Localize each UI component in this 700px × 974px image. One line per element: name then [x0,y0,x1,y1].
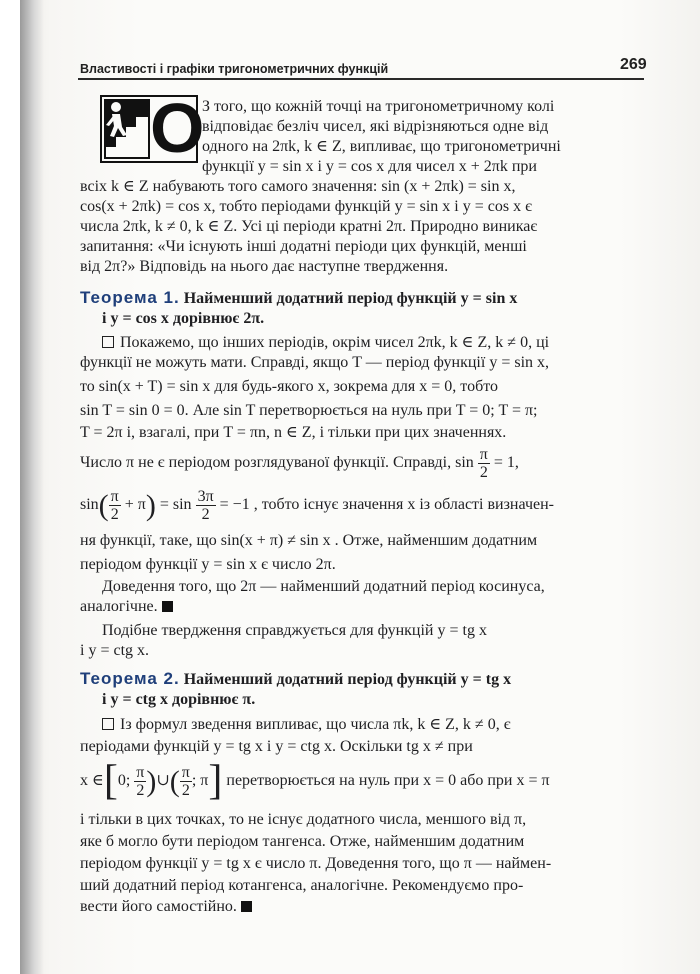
interval-start: 0; [117,772,131,790]
theorem-1-label: Теорема 1. [80,288,180,307]
proof-1-line-6-result: = 1, [493,454,519,472]
proof-2-line-3 [80,758,550,804]
intro-line-9: від 2π?» Відповідь на нього дає наступне твердження. [80,258,449,275]
proof-2-line-7: ший додатний період котангенса, аналогічне. Рекомендуємо про- [80,877,524,894]
proof-start-box-icon [102,336,114,348]
open-bracket: [ [103,758,118,804]
fraction-denominator: 2 [201,506,210,523]
theorem-1-heading [80,288,517,308]
qed-square-icon [162,601,173,612]
proof-1-line-6 [80,446,519,481]
open-paren: ( [169,765,180,798]
fraction-numerator: 3π [197,488,214,505]
proof-1-line-11-text: аналогічне. [80,598,158,615]
close-bracket: ] [208,758,223,804]
page [20,0,700,974]
fraction-numerator: π [110,488,119,505]
fraction-3pi-over-2 [196,488,216,523]
proof-2-line-8 [80,897,252,916]
proof-1-line-10: Доведення того, що 2π — найменший додатний період косинуса, [102,578,545,595]
theorem-2-statement-2: і y = ctg x дорівнює π. [102,691,256,708]
logo-letter: О [150,89,205,167]
similar-line-2: і y = ctg x. [80,642,150,659]
fraction-pi-over-2 [478,446,490,481]
plus-pi: + π [124,496,146,514]
intro-line-3: одного на 2πk, k ∈ Z, випливає, що тригонометричні [202,138,561,155]
proof-2-line-5: яке б могло бути періодом тангенса. Отже, найменшим додатним [80,833,525,850]
intro-line-5: всіх k ∈ Z набувають того самого значення: sin (x + 2πk) = sin x, [80,178,516,195]
fraction-pi-over-2 [180,764,192,799]
fraction-denominator: 2 [181,782,190,799]
fraction-pi-over-2 [134,764,146,799]
section-logo [100,89,205,167]
proof-1-line-11 [80,597,173,616]
proof-1-line-1-text: Покажемо, що інших періодів, окрім чисел 2πk, k ∈ Z, k ≠ 0, ці [120,334,550,351]
proof-1-line-3: то sin(x + T) = sin x для будь-якого x, зокрема для x = 0, тобто [80,378,498,395]
equals-sin: = sin [159,496,192,514]
fraction-numerator: π [479,446,488,463]
union-symbol: ∪ [156,772,170,790]
intro-line-4: функції y = sin x і y = cos x для чисел x + 2πk при [202,158,537,175]
proof-2-line-1 [102,715,511,734]
intro-line-7: числа 2πk, k ≠ 0, k ∈ Z. Усі ці періоди кратні 2π. Природно виникає [80,218,538,235]
fraction-denominator: 2 [479,464,488,481]
proof-2-line-6: періодом функції y = tg x є число π. Доведення того, що π — наймен- [80,855,552,872]
intro-line-6: cos(x + 2πk) = cos x, тобто періодами функцій y = sin x і y = cos x є [80,198,532,215]
close-paren: ) [145,489,156,522]
proof-2-line-3-text: перетворюється на нуль при x = 0 або при x = π [226,772,550,790]
header-divider [78,78,644,80]
proof-1-line-6-text: Число π не є періодом розглядуваної функції. Справді, sin [80,454,474,472]
proof-2-line-4: і тільки в цих точках, то не існує додатного числа, меншого від π, [80,811,527,828]
page-number: 269 [620,56,647,73]
fraction-denominator: 2 [110,506,119,523]
proof-1-line-7 [80,488,554,523]
proof-1-line-8: ня функції, таке, що sin(x + π) ≠ sin x . Отже, найменшим додатним [80,532,538,549]
intro-line-8: запитання: «Чи існують інші додатні періоди цих функцій, менші [80,238,527,255]
book-binding-shadow [20,0,44,974]
proof-start-box-icon [102,718,114,730]
proof-2-line-2: періодами функцій y = tg x і y = ctg x. Оскільки tg x ≠ при [80,738,473,755]
similar-line-1: Подібне твердження справджується для функцій y = tg x [102,622,487,639]
theorem-1-statement-1: Найменший додатний період функцій y = sin x [183,290,518,307]
proof-1-line-5: T = 2π і, взагалі, при T = πn, n ∈ Z, і тільки при цих значеннях. [80,424,507,441]
fraction-numerator: π [136,764,145,781]
proof-1-line-1 [102,333,549,352]
intro-line-2: відповідає безліч чисел, які відрізняються одне від [202,118,549,135]
x-in: x ∈ [80,772,104,790]
theorem-2-label: Теорема 2. [80,669,180,688]
proof-1-line-9: періодом функції y = sin x є число 2π. [80,556,336,573]
running-header: Властивості і графіки тригонометричних функцій [80,62,389,76]
qed-square-icon [241,901,252,912]
proof-1-line-4: sin T = sin 0 = 0. Але sin T перетворюється на нуль при T = 0; T = π; [80,402,538,419]
theorem-2-heading [80,669,511,689]
proof-1-line-2: функції не можуть мати. Справді, якщо T — період функції y = sin x, [80,354,550,371]
proof-2-line-8-text: вести його самостійно. [80,898,237,915]
proof-1-line-7-text: = −1 , тобто існує значення x із області визначен- [219,496,554,514]
proof-2-line-1-text: Із формул зведення випливає, що числа πk, k ∈ Z, k ≠ 0, є [120,716,511,733]
theorem-1-statement-2: і y = cos x дорівнює 2π. [102,310,265,327]
fraction-denominator: 2 [136,782,145,799]
sin-label: sin [80,496,99,514]
close-paren: ) [146,765,157,798]
fraction-numerator: π [181,764,190,781]
theorem-2-statement-1: Найменший додатний період функцій y = tg x [183,671,512,688]
open-paren: ( [98,489,109,522]
interval-end: ; π [191,772,209,790]
fraction-pi-over-2 [109,488,121,523]
intro-line-1: З того, що кожній точці на тригонометричному колі [202,98,555,115]
